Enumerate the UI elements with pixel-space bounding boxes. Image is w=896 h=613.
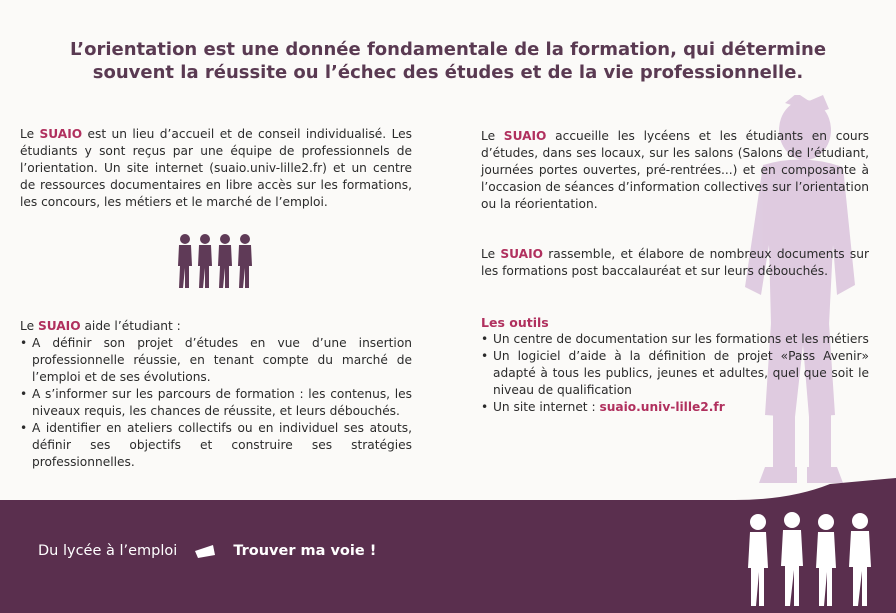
group-of-people-icon xyxy=(175,232,255,290)
brand-name: SUAIO xyxy=(37,319,81,333)
intro-pre: Le xyxy=(20,127,40,141)
footer-tagline xyxy=(38,543,376,559)
list-item: • A s’informer sur les parcours de formation : les contenus, les niveaux requis, les chances de réussite, et leurs débouchés. xyxy=(20,386,412,420)
aide-post: aide l’étudiant : xyxy=(80,319,181,333)
group-of-people-icon xyxy=(740,510,880,610)
tools-section xyxy=(481,314,869,416)
brand-name: SUAIO xyxy=(503,129,547,143)
tools-title: Les outils xyxy=(481,315,549,330)
list-item-site xyxy=(481,399,869,416)
list-item: • Un logiciel d’aide à la définition de projet «Pass Avenir» adapté à tous les publics, jeunes et adultes, quel que soit le niveau de qualification xyxy=(481,348,869,399)
rassemble-text: rassemble, et élabore de nombreux documents sur les formations post baccalauréat et sur leurs débouchés. xyxy=(481,247,870,278)
list-item: • A définir son projet d’études en vue d’une insertion professionnelle réussie, en tenant compte du marché de l’emploi et de ses évolutions. xyxy=(20,335,412,386)
site-link[interactable]: suaio.univ-lille2.fr xyxy=(599,400,725,414)
accueil-pre: Le xyxy=(481,129,504,143)
footer-right-text: Trouver ma voie ! xyxy=(233,543,377,559)
rassemble-pre: Le xyxy=(481,247,501,261)
brand-name: SUAIO xyxy=(39,127,83,141)
suaio-intro-paragraph xyxy=(20,126,412,211)
intro-text: est un lieu d’accueil et de conseil individualisé. Les étudiants y sont reçus par une équipe de professionnels de l’orientation. Un site internet (suaio.univ-lille2.fr) et un centre de ressources documentaires en libre accès sur les formations, les concours, les métiers et le marché de l’emploi. xyxy=(20,127,412,209)
aide-pre: Le xyxy=(20,319,38,333)
footer-left-text: Du lycée à l’emploi xyxy=(38,543,178,559)
suaio-aide-section xyxy=(20,318,412,471)
aide-intro xyxy=(20,318,412,335)
accueil-text: accueille les lycéens et les étudiants en cours d’études, dans ses locaux, sur les salons (Salons de l’étudiant, journées portes ouvertes, pré-rentrées...) et en composante à l’occasion de séances d’information collectives sur l’orientation ou la réorientation. xyxy=(481,129,869,211)
site-label: Un site internet : xyxy=(493,400,600,414)
aide-list xyxy=(20,335,412,471)
tools-list xyxy=(481,331,869,416)
brand-name: SUAIO xyxy=(500,247,543,261)
suaio-accueil-paragraph xyxy=(481,128,869,213)
list-item: • Un centre de documentation sur les formations et les métiers xyxy=(481,331,869,348)
suaio-rassemble-paragraph xyxy=(481,246,869,280)
page-headline: L’orientation est une donnée fondamentale de la formation, qui détermine souvent la réussite ou l’échec des études et de la vie professionnelle. xyxy=(69,39,827,83)
arrow-shape-icon xyxy=(195,545,215,558)
list-item: • A identifier en ateliers collectifs ou en individuel ses atouts, définir ses objectifs et construire ses stratégies professionnelles. xyxy=(20,420,412,471)
